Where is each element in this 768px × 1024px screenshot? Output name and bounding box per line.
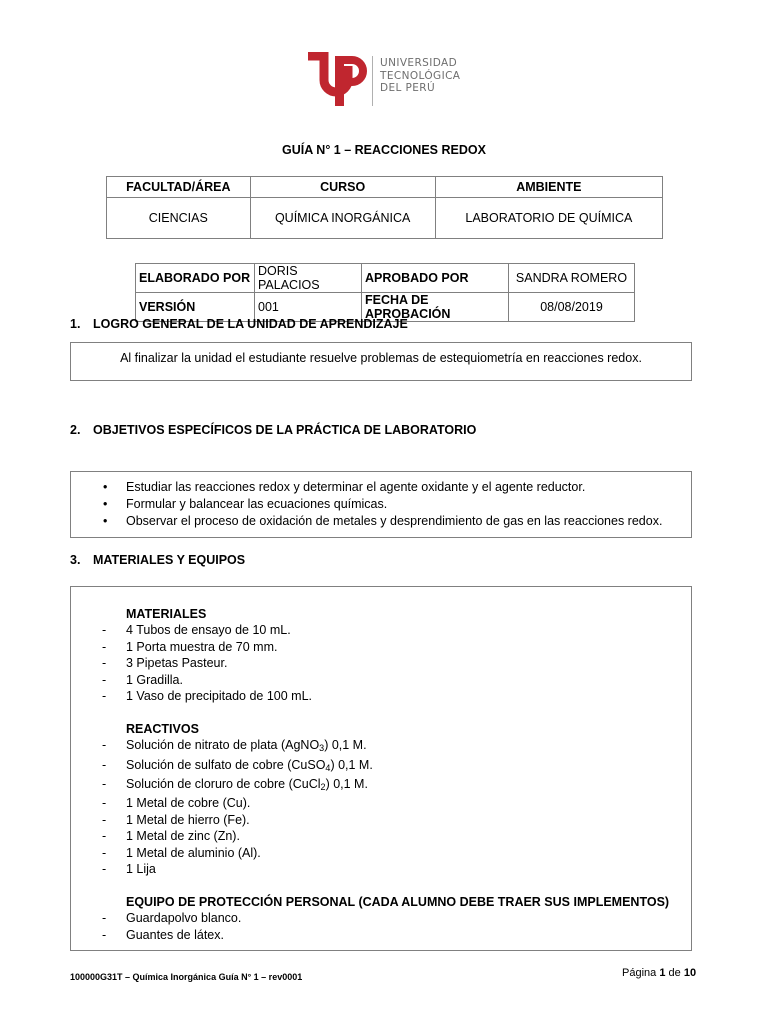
page-of: de — [668, 967, 681, 979]
header-facultad: FACULTAD/ÁREA — [107, 177, 251, 198]
section-1-heading — [70, 317, 408, 331]
header-curso: CURSO — [250, 177, 435, 198]
epp-heading: EQUIPO DE PROTECCIÓN PERSONAL (CADA ALUMNO DEBE TRAER SUS IMPLEMENTOS) — [126, 894, 670, 909]
section-3-heading — [70, 553, 245, 567]
elaborado-label: ELABORADO POR — [136, 264, 255, 293]
material-item: - 1 Porta muestra de 70 mm. — [102, 639, 278, 654]
logo-line-3: DEL PERÚ — [380, 82, 436, 94]
version-value: 001 — [255, 293, 362, 322]
section-3-box — [70, 586, 692, 951]
page-label: Página — [622, 967, 657, 979]
section-2-heading — [70, 423, 476, 437]
material-item: - 4 Tubos de ensayo de 10 mL. — [102, 623, 291, 638]
reactivo-item: - 1 Metal de hierro (Fe). — [102, 812, 250, 827]
logo-line-1: UNIVERSIDAD — [380, 57, 458, 69]
section-1-box — [70, 342, 692, 381]
section-1-title: LOGRO GENERAL DE LA UNIDAD DE APRENDIZAJE — [93, 317, 408, 331]
section-2-title: OBJETIVOS ESPECÍFICOS DE LA PRÁCTICA DE LABORATORIO — [93, 423, 477, 437]
elaborado-value: DORIS PALACIOS — [255, 264, 362, 293]
header-ambiente: AMBIENTE — [435, 177, 662, 198]
section-3-title: MATERIALES Y EQUIPOS — [93, 553, 246, 567]
logo-text — [380, 57, 460, 95]
reactivo-item: - 1 Metal de cobre (Cu). — [102, 796, 251, 811]
aprobado-value: SANDRA ROMERO — [509, 264, 635, 293]
meta-table — [135, 263, 635, 322]
value-ambiente: LABORATORIO DE QUÍMICA — [435, 198, 662, 239]
section-2-box — [70, 471, 692, 538]
value-curso: QUÍMICA INORGÁNICA — [250, 198, 435, 239]
epp-item: - Guardapolvo blanco. — [102, 911, 242, 926]
logo-line-2: TECNOLÓGICA — [380, 69, 461, 82]
logo-divider — [372, 56, 373, 106]
aprobado-label: APROBADO POR — [362, 264, 509, 293]
info-table — [106, 176, 663, 239]
value-facultad: CIENCIAS — [107, 198, 251, 239]
footer-code: 100000G31T – Química Inorgánica Guía N° 1 – rev0001 — [70, 972, 303, 982]
fecha-value: 08/08/2019 — [509, 293, 635, 322]
version-label: VERSIÓN — [136, 293, 255, 322]
objective-item: • Observar el proceso de oxidación de metales y desprendimiento de gas en las reacciones redox. — [101, 513, 662, 530]
reactivo-item: - Solución de sulfato de cobre (CuSO$_4$) 0,1 M. — [102, 757, 373, 773]
section-3-number: 3. — [70, 553, 81, 567]
objective-item: • Formular y balancear las ecuaciones químicas. — [101, 496, 662, 513]
reactivo-item: - 1 Metal de aluminio (Al). — [102, 845, 261, 860]
materials-block — [102, 606, 670, 943]
objective-item: • Estudiar las reacciones redox y determinar el agente oxidante y el agente reductor. — [101, 479, 662, 496]
section-2-number: 2. — [70, 423, 81, 437]
document-title: GUÍA N° 1 – REACCIONES REDOX — [282, 143, 486, 157]
section-1-text: Al finalizar la unidad el estudiante resuelve problemas de estequiometría en reacciones redox. — [120, 351, 642, 365]
reactivos-heading: REACTIVOS — [126, 721, 199, 736]
reactivo-item: - 1 Metal de zinc (Zn). — [102, 829, 240, 844]
materiales-heading: MATERIALES — [126, 607, 207, 621]
fecha-label: FECHA DE APROBACIÓN — [362, 293, 509, 322]
page-indicator — [622, 967, 696, 979]
material-item: - 1 Vaso de precipitado de 100 mL. — [102, 689, 313, 704]
reactivo-item: - 1 Lija — [102, 862, 156, 877]
reactivo-item: - Solución de cloruro de cobre (CuCl$_2$) 0,1 M. — [102, 777, 368, 793]
material-item: - 1 Gradilla. — [102, 672, 183, 687]
page-total: 10 — [683, 967, 697, 979]
page-current: 1 — [659, 967, 666, 979]
epp-item: - Guantes de látex. — [102, 927, 224, 942]
material-item: - 3 Pipetas Pasteur. — [102, 656, 228, 671]
section-1-number: 1. — [70, 317, 81, 331]
objectives-list — [101, 479, 662, 530]
reactivo-item: - Solución de nitrato de plata (AgNO$_3$) 0,1 M. — [102, 738, 367, 754]
